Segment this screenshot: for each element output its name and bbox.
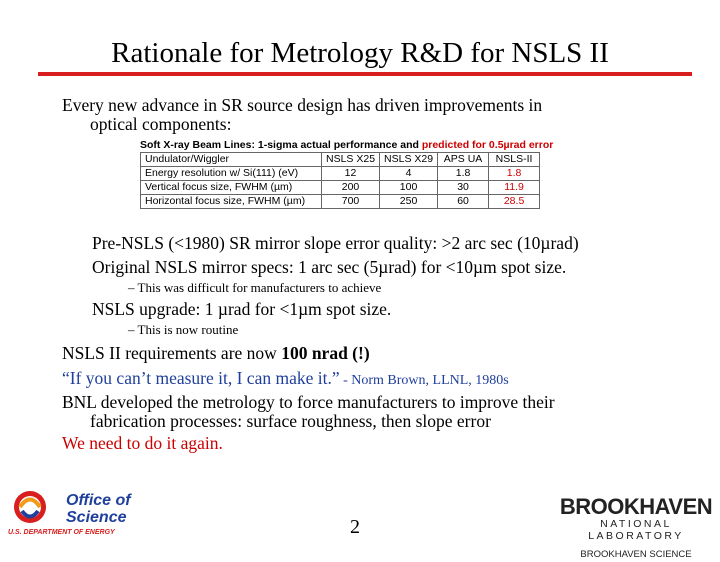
table-cell: 30 [438, 181, 489, 195]
table-cell: 12 [322, 167, 380, 181]
table-row [141, 181, 540, 195]
table-header-cell: NSLS X29 [380, 153, 438, 167]
intro-line-1: Every new advance in SR source design has driven improvements in [62, 95, 543, 115]
table-row [141, 167, 540, 181]
slide-title: Rationale for Metrology R&D for NSLS II [111, 37, 609, 69]
table-header-cell: APS UA [438, 153, 489, 167]
bnl-subtitle: NATIONAL LABORATORY [588, 518, 684, 542]
intro-line-2: optical components: [90, 114, 232, 134]
table-caption [140, 138, 560, 152]
table-cell-predicted: 1.8 [489, 167, 540, 181]
table-cell: 1.8 [438, 167, 489, 181]
table-caption-main: Soft X-ray Beam Lines: 1-sigma actual performance and [140, 139, 422, 151]
table-cell: 60 [438, 195, 489, 209]
table-header-cell: NSLS-II [489, 153, 540, 167]
table-cell-predicted: 28.5 [489, 195, 540, 209]
title-rule [38, 72, 692, 76]
bnl-line-1: BNL developed the metrology to force manufacturers to improve their [62, 392, 555, 412]
intro-paragraph [62, 96, 542, 134]
table-cell: 700 [322, 195, 380, 209]
upgrade-bullet: NSLS upgrade: 1 µrad for <1µm spot size. [92, 299, 392, 319]
page-number: 2 [350, 516, 360, 538]
brookhaven-logo [556, 496, 716, 562]
pre-nsls-bullet: Pre-NSLS (<1980) SR mirror slope error quality: >2 arc sec (10µrad) [92, 233, 579, 253]
bnl-line-2: fabrication processes: surface roughness, then slope error [90, 411, 491, 431]
again-line: We need to do it again. [62, 433, 223, 453]
original-specs-bullet: Original NSLS mirror specs: 1 arc sec (5µrad) for <10µm spot size. [92, 257, 567, 277]
routine-subbullet: – This is now routine [128, 322, 239, 337]
table-row-label: Vertical focus size, FWHM (µm) [141, 181, 322, 195]
bnl-name: BROOKHAVEN [559, 494, 713, 519]
quote-text: “If you can’t measure it, I can make it.” [62, 368, 340, 388]
bnl-paragraph [62, 393, 555, 431]
office-line-2: Science [66, 509, 127, 526]
table-row [141, 195, 540, 209]
table-cell: 250 [380, 195, 438, 209]
table-header-cell: Undulator/Wiggler [141, 153, 322, 167]
doe-label: U.S. DEPARTMENT OF ENERGY [8, 529, 115, 536]
table-cell: 200 [322, 181, 380, 195]
requirements-text: NSLS II requirements are now [62, 343, 282, 363]
table-header-row [141, 153, 540, 167]
bnl-associates: BROOKHAVEN SCIENCE [580, 549, 692, 560]
table-cell: 100 [380, 181, 438, 195]
beamline-table [140, 152, 540, 209]
table-cell: 4 [380, 167, 438, 181]
requirements-line [62, 344, 370, 363]
beamline-table-block [140, 138, 560, 209]
requirements-value: 100 nrad (!) [281, 343, 370, 363]
quote-line [62, 369, 509, 390]
difficult-subbullet: – This was difficult for manufacturers to achieve [128, 280, 382, 295]
quote-attribution: - Norm Brown, LLNL, 1980s [339, 373, 509, 388]
table-header-cell: NSLS X25 [322, 153, 380, 167]
doe-emblem-icon [4, 488, 154, 536]
table-row-label: Horizontal focus size, FWHM (µm) [141, 195, 322, 209]
table-row-label: Energy resolution w/ Si(111) (eV) [141, 167, 322, 181]
office-of-science-logo [4, 488, 154, 536]
table-caption-predicted: predicted for 0.5µrad error [421, 139, 554, 151]
office-line-1: Office of [66, 492, 131, 509]
table-cell-predicted: 11.9 [489, 181, 540, 195]
